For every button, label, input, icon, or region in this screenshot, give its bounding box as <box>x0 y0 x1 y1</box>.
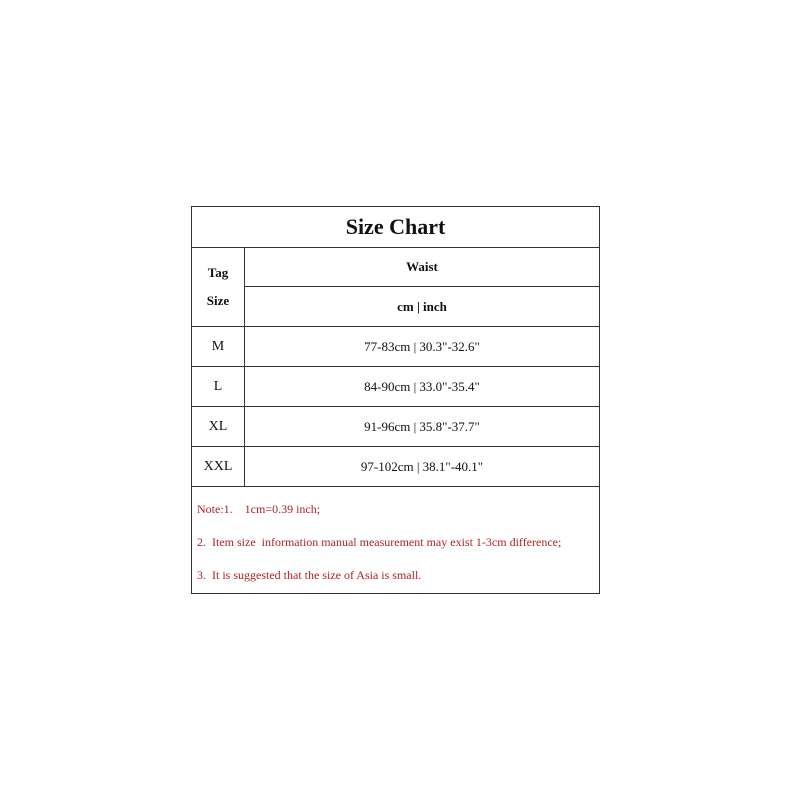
table-row <box>192 327 599 367</box>
table-row <box>192 407 599 447</box>
table-row <box>192 447 599 487</box>
waist-header: Waist <box>245 248 599 287</box>
waist-value-cell: 97-102cm | 38.1"-40.1" <box>360 458 484 474</box>
tag-header-label: Tag <box>207 265 229 280</box>
size-chart-title: Size Chart <box>192 207 599 248</box>
waist-value-cell: 77-83cm | 30.3"-32.6" <box>364 338 480 354</box>
note-line-1: Note:1. 1cm=0.39 inch; <box>197 502 321 516</box>
waist-value-cell: 84-90cm | 33.0"-35.4" <box>364 378 480 394</box>
tag-size-header <box>192 248 245 327</box>
note-line-3: 3. It is suggested that the size of Asia is small. <box>197 568 422 582</box>
notes-section <box>192 487 599 593</box>
size-cell: XXL <box>192 447 245 486</box>
unit-header: cm | inch <box>245 287 599 327</box>
size-cell: XL <box>192 407 245 446</box>
waist-value-cell: 91-96cm | 35.8"-37.7" <box>364 418 480 434</box>
size-header-label: Size <box>206 293 230 308</box>
note-line-2: 2. Item size information manual measurement may exist 1-3cm difference; <box>197 535 562 549</box>
size-chart-table <box>191 206 600 594</box>
size-cell: M <box>192 327 245 366</box>
table-row <box>192 367 599 407</box>
size-cell: L <box>192 367 245 406</box>
